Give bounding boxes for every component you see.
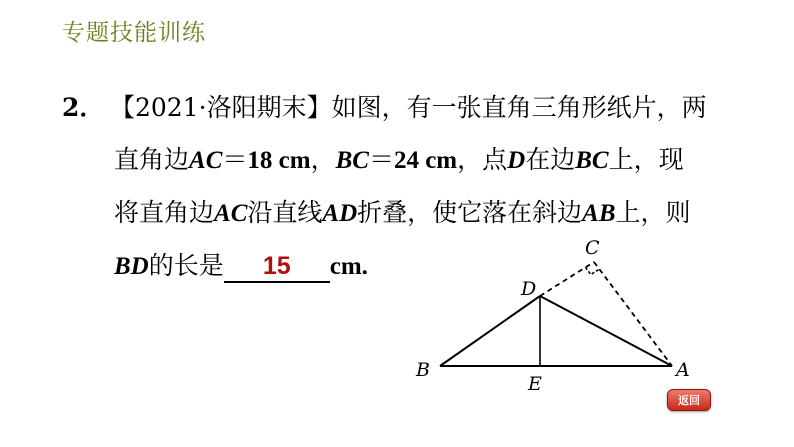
text-segment: ， xyxy=(310,145,336,174)
var-bc: BC xyxy=(575,147,609,174)
text-segment: 上，现 xyxy=(608,145,684,174)
text-segment: 沿直线 xyxy=(247,198,323,227)
var-bc: BC xyxy=(335,147,369,174)
text-segment: 在边 xyxy=(525,145,576,174)
dashed-segment-ca xyxy=(594,262,672,366)
label-d: D xyxy=(521,278,537,300)
label-a: A xyxy=(676,359,690,381)
text-segment: 上，则 xyxy=(615,198,691,227)
label-c: C xyxy=(585,237,600,259)
text-segment: 的长是 xyxy=(148,251,224,280)
text-segment: ，点 xyxy=(457,145,508,174)
problem-line1-text: 如图，有一张直角三角形纸片，两 xyxy=(331,93,707,122)
text-segment: 直角边 xyxy=(114,145,190,174)
back-button[interactable]: 返回 xyxy=(667,389,711,411)
segment-da xyxy=(540,296,672,366)
label-b: B xyxy=(416,359,430,381)
label-e: E xyxy=(528,373,542,395)
answer-unit: cm. xyxy=(329,253,368,280)
answer-value: 15 xyxy=(262,252,291,280)
text-segment: 折叠，使它落在斜边 xyxy=(357,198,583,227)
var-ac: AC xyxy=(189,147,223,174)
var-bd: BD xyxy=(114,253,149,280)
problem-source: 【2021·洛阳期末】 xyxy=(110,93,332,122)
text-segment: ＝ xyxy=(222,145,248,174)
var-ac: AC xyxy=(214,200,248,227)
var-d: D xyxy=(507,147,526,174)
right-angle-mark xyxy=(586,267,600,274)
text-segment: ＝ xyxy=(368,145,394,174)
section-title: 专题技能训练 xyxy=(62,20,206,46)
value-ac: 18 cm xyxy=(247,147,311,174)
value-bc: 24 cm xyxy=(393,147,458,174)
text-segment: 将直角边 xyxy=(114,198,215,227)
problem-number: 2． xyxy=(62,93,105,122)
var-ab: AB xyxy=(582,200,616,227)
segment-bd xyxy=(440,296,540,366)
var-ad: AD xyxy=(322,200,358,227)
